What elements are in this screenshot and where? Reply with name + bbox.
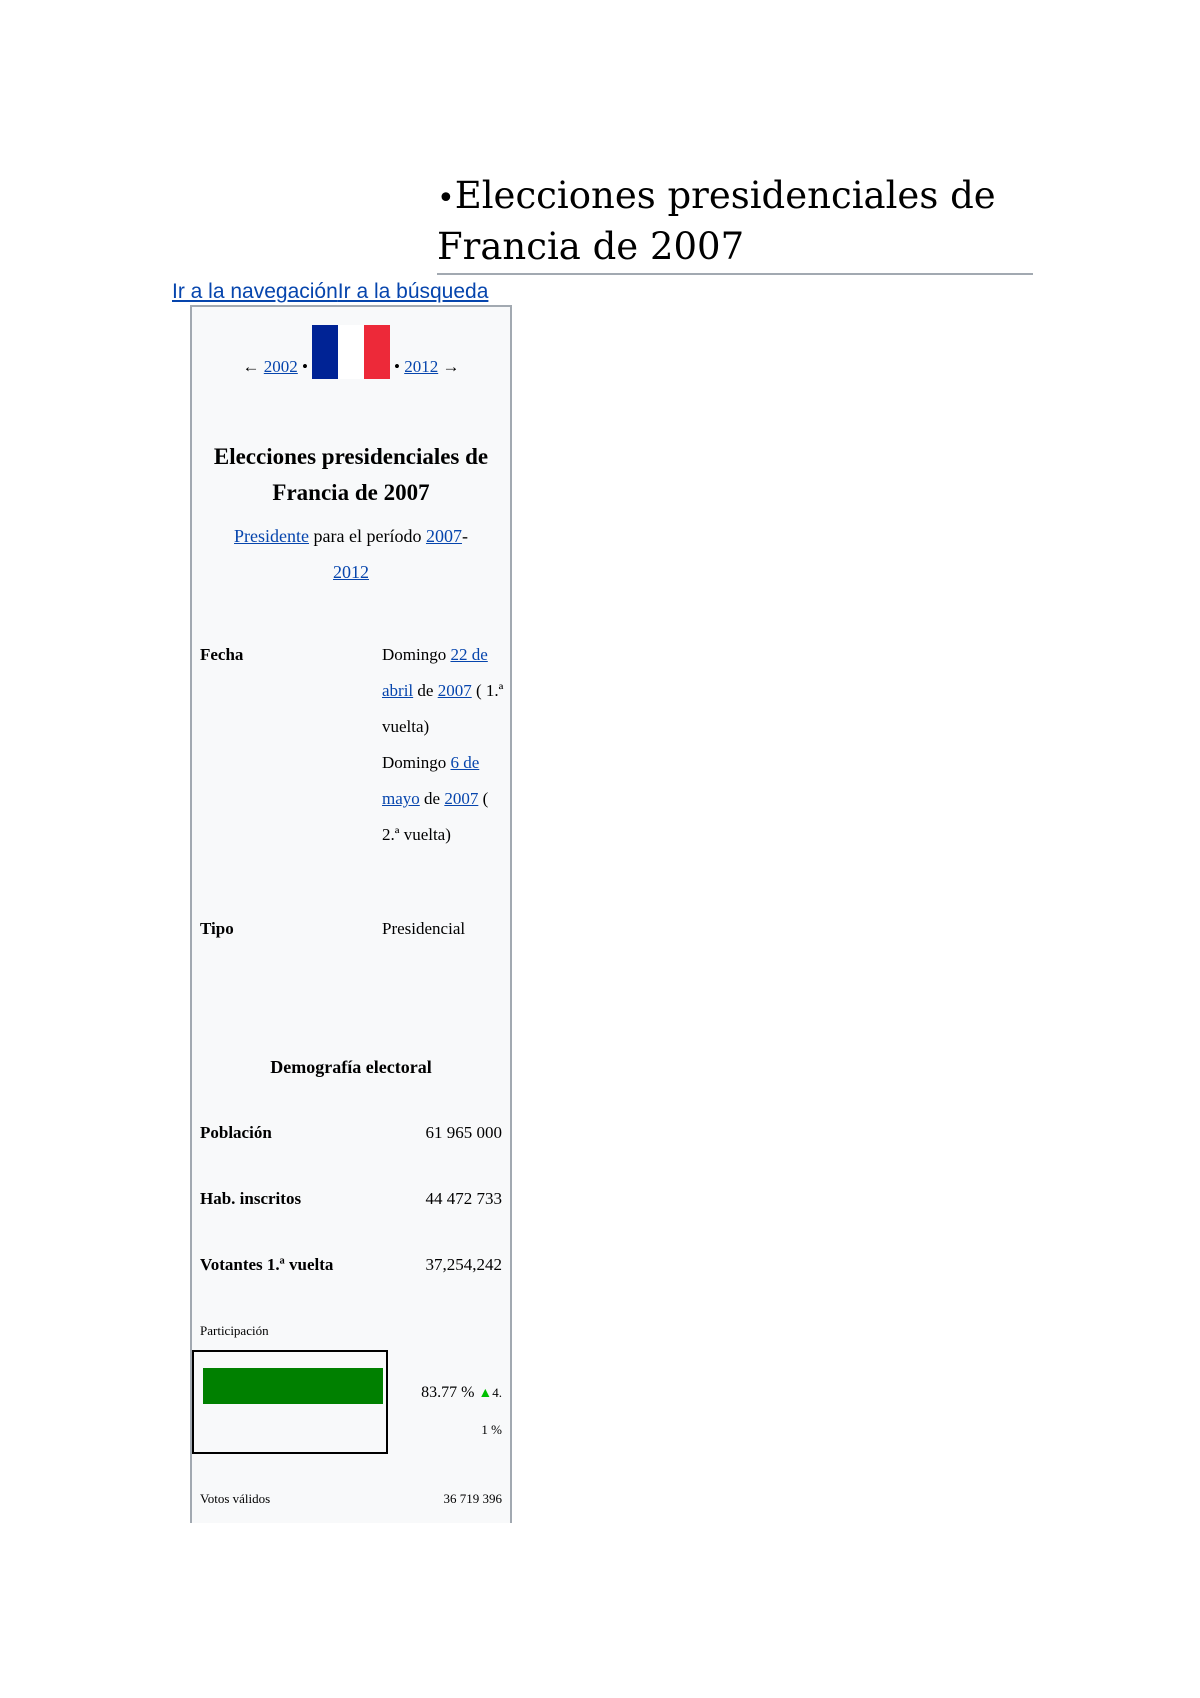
round1-year-link[interactable]: 2007 <box>437 681 472 700</box>
page-title <box>437 172 1033 275</box>
participacion-change-part2: 1 % <box>481 1422 502 1437</box>
prev-election-link[interactable]: 2002 <box>263 357 298 376</box>
nav-separator: • <box>394 357 400 376</box>
round2-de: de <box>424 789 441 808</box>
round1-date-link[interactable]: 22 de abril <box>382 645 488 700</box>
votos-validos-label: Votos válidos <box>200 1491 271 1506</box>
inscritos-label: Hab. inscritos <box>200 1189 302 1208</box>
page-title-text: Elecciones presidenciales de Francia de 2007 <box>437 174 996 268</box>
france-flag-icon <box>312 325 390 379</box>
election-nav-row <box>192 325 510 379</box>
period-end-link[interactable]: 2012 <box>333 562 369 582</box>
round2-year-link[interactable]: 2007 <box>444 789 479 808</box>
nav-separator: • <box>302 357 308 376</box>
votos-validos-value: 36 719 396 <box>443 1491 502 1506</box>
infobox-title: Elecciones presidenciales de Francia de 2007 <box>213 444 489 505</box>
turnout-bar-frame <box>192 1350 388 1454</box>
poblacion-value: 61 965 000 <box>425 1123 502 1142</box>
participacion-value-block <box>402 1375 502 1448</box>
period-dash: - <box>461 526 468 546</box>
demografia-heading: Demografía electoral <box>270 1057 432 1077</box>
tipo-value: Presidencial <box>382 919 466 938</box>
subtitle-text: para el período <box>313 526 422 546</box>
round2-suffix: ( 2.ª vuelta) <box>382 789 489 844</box>
participacion-value: 83.77 % <box>421 1384 475 1401</box>
turnout-bar <box>203 1368 383 1404</box>
skip-links <box>172 277 488 307</box>
round1-weekday: Domingo <box>382 645 447 664</box>
votantes-value: 37,254,242 <box>425 1255 502 1274</box>
round2-weekday: Domingo <box>382 753 447 772</box>
election-infobox <box>190 305 512 1523</box>
flag-stripe-white <box>338 325 364 379</box>
next-election-link[interactable]: 2012 <box>404 357 439 376</box>
poblacion-label: Población <box>200 1123 272 1142</box>
period-start-link[interactable]: 2007 <box>425 526 462 546</box>
presidente-link[interactable]: Presidente <box>234 526 310 546</box>
participacion-change-part1: 4. <box>492 1385 502 1400</box>
flag-stripe-blue <box>312 325 338 379</box>
increase-arrow-icon: ▲ <box>478 1386 493 1401</box>
tipo-label: Tipo <box>200 919 234 938</box>
inscritos-value: 44 472 733 <box>425 1189 502 1208</box>
round2-date-link[interactable]: 6 de mayo <box>382 753 480 808</box>
round1-de: de <box>417 681 434 700</box>
next-arrow: → <box>442 357 460 376</box>
prev-arrow: ← <box>242 357 260 376</box>
round1-suffix: ( 1.ª vuelta) <box>382 681 504 736</box>
skip-to-search-link[interactable]: Ir a la búsqueda <box>337 280 489 303</box>
flag-stripe-red <box>364 325 390 379</box>
infobox-subtitle <box>212 518 490 590</box>
fecha-label: Fecha <box>200 645 244 664</box>
title-bullet: • <box>437 181 455 216</box>
fecha-value <box>382 637 506 853</box>
participacion-label: Participación <box>200 1323 269 1338</box>
votantes-label: Votantes 1.ª vuelta <box>200 1255 334 1274</box>
skip-to-navigation-link[interactable]: Ir a la navegación <box>172 280 338 303</box>
